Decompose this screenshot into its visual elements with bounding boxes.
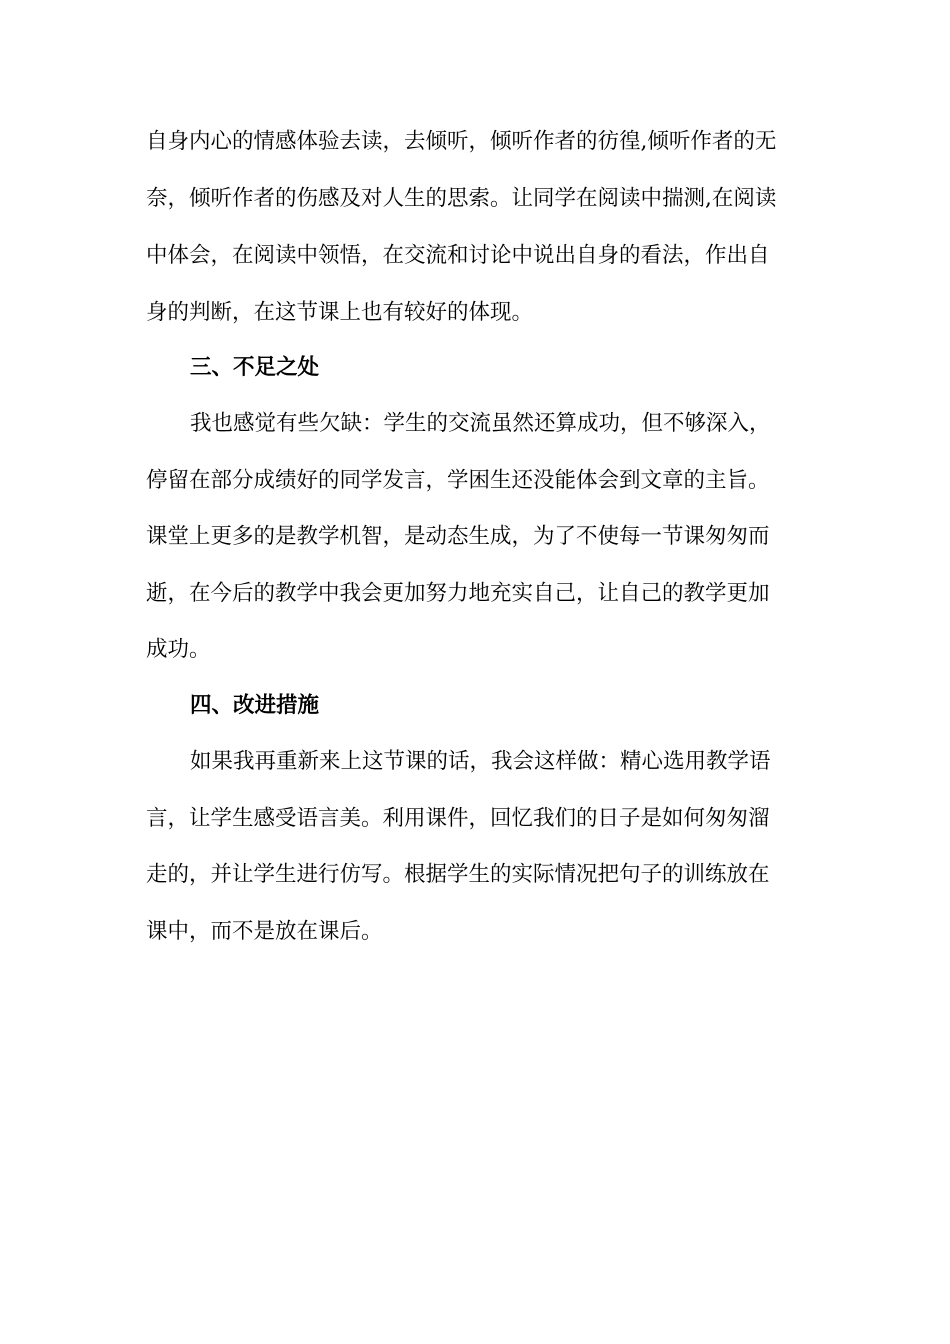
paragraph-2-line-3: 课堂上更多的是教学机智，是动态生成，为了不使每一节课匆匆而 xyxy=(146,524,770,549)
paragraph-3-line-3: 走的，并让学生进行仿写。根据学生的实际情况把句子的训练放在 xyxy=(146,862,770,887)
paragraph-2-line-4: 逝，在今后的教学中我会更加努力地充实自己，让自己的教学更加 xyxy=(146,581,770,606)
section-4-heading: 四、改进措施 xyxy=(190,693,320,718)
paragraph-1-line-3: 中体会，在阅读中领悟，在交流和讨论中说出自身的看法，作出自 xyxy=(146,243,770,268)
paragraph-2-line-1: 我也感觉有些欠缺：学生的交流虽然还算成功，但不够深入， xyxy=(190,411,771,436)
paragraph-3-line-4: 课中，而不是放在课后。 xyxy=(146,919,383,944)
section-3-heading: 三、不足之处 xyxy=(190,355,320,380)
paragraph-1-line-1: 自身内心的情感体验去读，去倾听，倾听作者的彷徨,倾听作者的无 xyxy=(146,129,777,154)
paragraph-1-line-2: 奈，倾听作者的伤感及对人生的思索。让同学在阅读中揣测,在阅读 xyxy=(146,186,777,211)
paragraph-3-line-1: 如果我再重新来上这节课的话，我会这样做：精心选用教学语 xyxy=(190,749,771,774)
paragraph-3-line-2: 言，让学生感受语言美。利用课件，回忆我们的日子是如何匆匆溜 xyxy=(146,806,770,831)
paragraph-2-line-2: 停留在部分成绩好的同学发言，学困生还没能体会到文章的主旨。 xyxy=(146,468,770,493)
paragraph-1-line-4: 身的判断，在这节课上也有较好的体现。 xyxy=(146,300,534,325)
paragraph-2-line-5: 成功。 xyxy=(146,637,211,662)
